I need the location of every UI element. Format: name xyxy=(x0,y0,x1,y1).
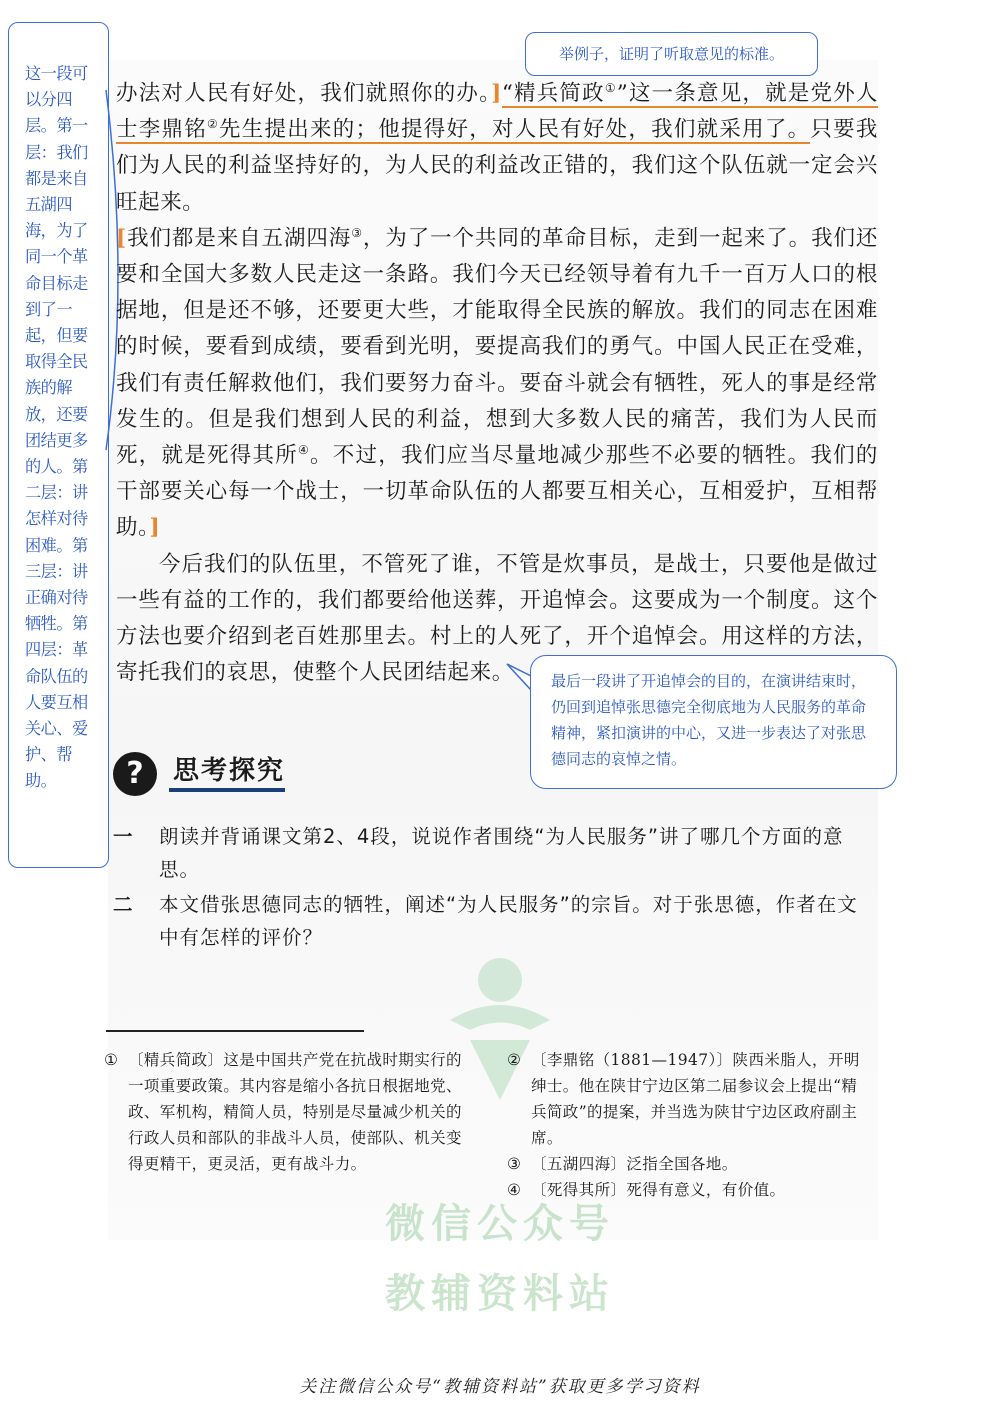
footnote-4-text: 〔死得其所〕死得有意义，有价值。 xyxy=(531,1181,786,1199)
footnote-4 xyxy=(507,1177,867,1203)
footnote-ref-3: ③ xyxy=(351,225,363,240)
watermark-text-1: 微信公众号 xyxy=(385,1201,615,1247)
footnote-1-text: 〔精兵简政〕这是中国共产党在抗战时期实行的一项重要政策。其内容是缩小各抗日根据地党、政、军机构，精简人员，特别是尽量减少机关的行政人员和部队的非战斗人员，使部队、机关变得更精干，更灵活，更有战斗力。 xyxy=(128,1051,462,1173)
paragraph-2-text-b: ，为了一个共同的革命目标，走到一起来了。我们还要和全国大多数人民走这一条路。我们今天已经领导着有九千一百万人口的根据地，但是还不够，还要更大些，才能取得全民族的解放。我们的同志在困难的时候，要看到成绩，要看到光明，要提高我们的勇气。中国人民正在受难，我们有责任解救他们，我们要努力奋斗。要奋斗就会有牺牲，死人的事是经常发生的。但是我们想到人民的利益，想到大多数人民的痛苦，我们为人民而死，就是死得其所 xyxy=(116,225,878,469)
paragraph-3: 今后我们的队伍里，不管死了谁，不管是炊事员，是战士，只要他是做过一些有益的工作的，我们都要给他送葬，开追悼会。这要成为一个制度。这个方法也要介绍到老百姓那里去。村上的人死了，开个追悼会。用这样的方法，寄托我们的哀思，使整个人民团结起来。 xyxy=(116,551,878,686)
callout-ending xyxy=(530,655,897,789)
paragraph-2 xyxy=(116,221,878,547)
paragraph-1-text-c: ”这一条意见，就是党外人士李鼎铭 xyxy=(116,81,878,143)
paragraph-2-text-c: 。不过，我们应当尽量地减少那些不必要的牺牲。我们的干部要关心每一个战士，一切革命队伍的人都要互相关心，互相爱护，互相帮助。 xyxy=(116,443,878,541)
section-title: 思考探究 xyxy=(173,756,286,786)
callout-example-text: 举例子，证明了听取意见的标准。 xyxy=(558,45,784,63)
footnote-1 xyxy=(104,1047,472,1177)
footnote-3 xyxy=(507,1151,867,1177)
paragraph-1-text-d: 先生提出来的；他提得好，对人民有好处，我们就采用了。 xyxy=(219,117,811,143)
title-underline xyxy=(169,788,285,792)
paragraph-2-text-a: 我们都是来自五湖四海 xyxy=(126,225,352,251)
question-2 xyxy=(113,888,873,954)
article-body xyxy=(116,76,878,691)
footnote-4-mark: ④ xyxy=(507,1181,522,1199)
question-mark-icon: ? xyxy=(113,752,157,796)
footnote-divider xyxy=(106,1030,364,1032)
side-annotation-box xyxy=(8,22,109,868)
paragraph-1-text-e: 只要我们为人民的利益坚持好的，为人民的利益改正错的，我们这个队伍就一定会兴旺起来。 xyxy=(116,117,878,215)
footnote-1-mark: ① xyxy=(104,1051,119,1069)
paragraph-1 xyxy=(116,76,878,221)
orange-bracket-close: ] xyxy=(149,515,161,541)
footnote-2-mark: ② xyxy=(507,1051,522,1069)
callout-ending-text: 最后一段讲了开追悼会的目的，在演讲结束时，仍回到追悼张思德完全彻底地为人民服务的革命精神，紧扣演讲的中心，又进一步表达了对张思德同志的哀悼之情。 xyxy=(551,672,867,768)
paragraph-1-text-b: “精兵简政 xyxy=(501,81,605,106)
question-2-number: 二 xyxy=(113,893,134,916)
footnote-ref-4: ④ xyxy=(297,442,310,457)
footnote-2-text: 〔李鼎铭（1881—1947）〕陕西米脂人，开明绅士。他在陕甘宁边区第二届参议会上提出“精兵简政”的提案，并当选为陕甘宁边区政府副主席。 xyxy=(531,1051,860,1147)
orange-bracket: ] xyxy=(491,81,502,106)
footnote-2 xyxy=(507,1047,867,1151)
question-1 xyxy=(113,820,873,886)
footnotes-right xyxy=(507,1047,867,1203)
side-annotation-text: 这一段可以分四层。第一层：我们都是来自五湖四海，为了同一个革命目标走到了一起，但要取得全民族的解放，还要团结更多的人。第二层：讲怎样对待困难。第三层：讲正确对待牺牲。第四层：革命队伍的人要互相关心、爱护、帮助。 xyxy=(25,64,88,791)
footnotes-left xyxy=(104,1047,472,1177)
question-2-text: 本文借张思德同志的牺牲，阐述“为人民服务”的宗旨。对于张思德，作者在文中有怎样的评价？ xyxy=(159,893,858,949)
paragraph-1-text-a: 办法对人民有好处，我们就照你的办。 xyxy=(116,81,492,106)
footnote-ref-2: ② xyxy=(206,117,219,132)
question-1-text: 朗读并背诵课文第2、4段，说说作者围绕“为人民服务”讲了哪几个方面的意思。 xyxy=(159,825,844,881)
footnote-ref-1: ① xyxy=(604,80,617,95)
footnote-3-text: 〔五湖四海〕泛指全国各地。 xyxy=(531,1155,738,1173)
orange-bracket-open: [ xyxy=(116,225,127,251)
watermark-text-2: 教辅资料站 xyxy=(385,1271,615,1317)
footnote-3-mark: ③ xyxy=(507,1155,522,1173)
question-1-number: 一 xyxy=(113,825,134,848)
callout-example xyxy=(525,32,818,76)
footer-note: 关注微信公众号“教辅资料站”获取更多学习资料 xyxy=(299,1377,701,1397)
